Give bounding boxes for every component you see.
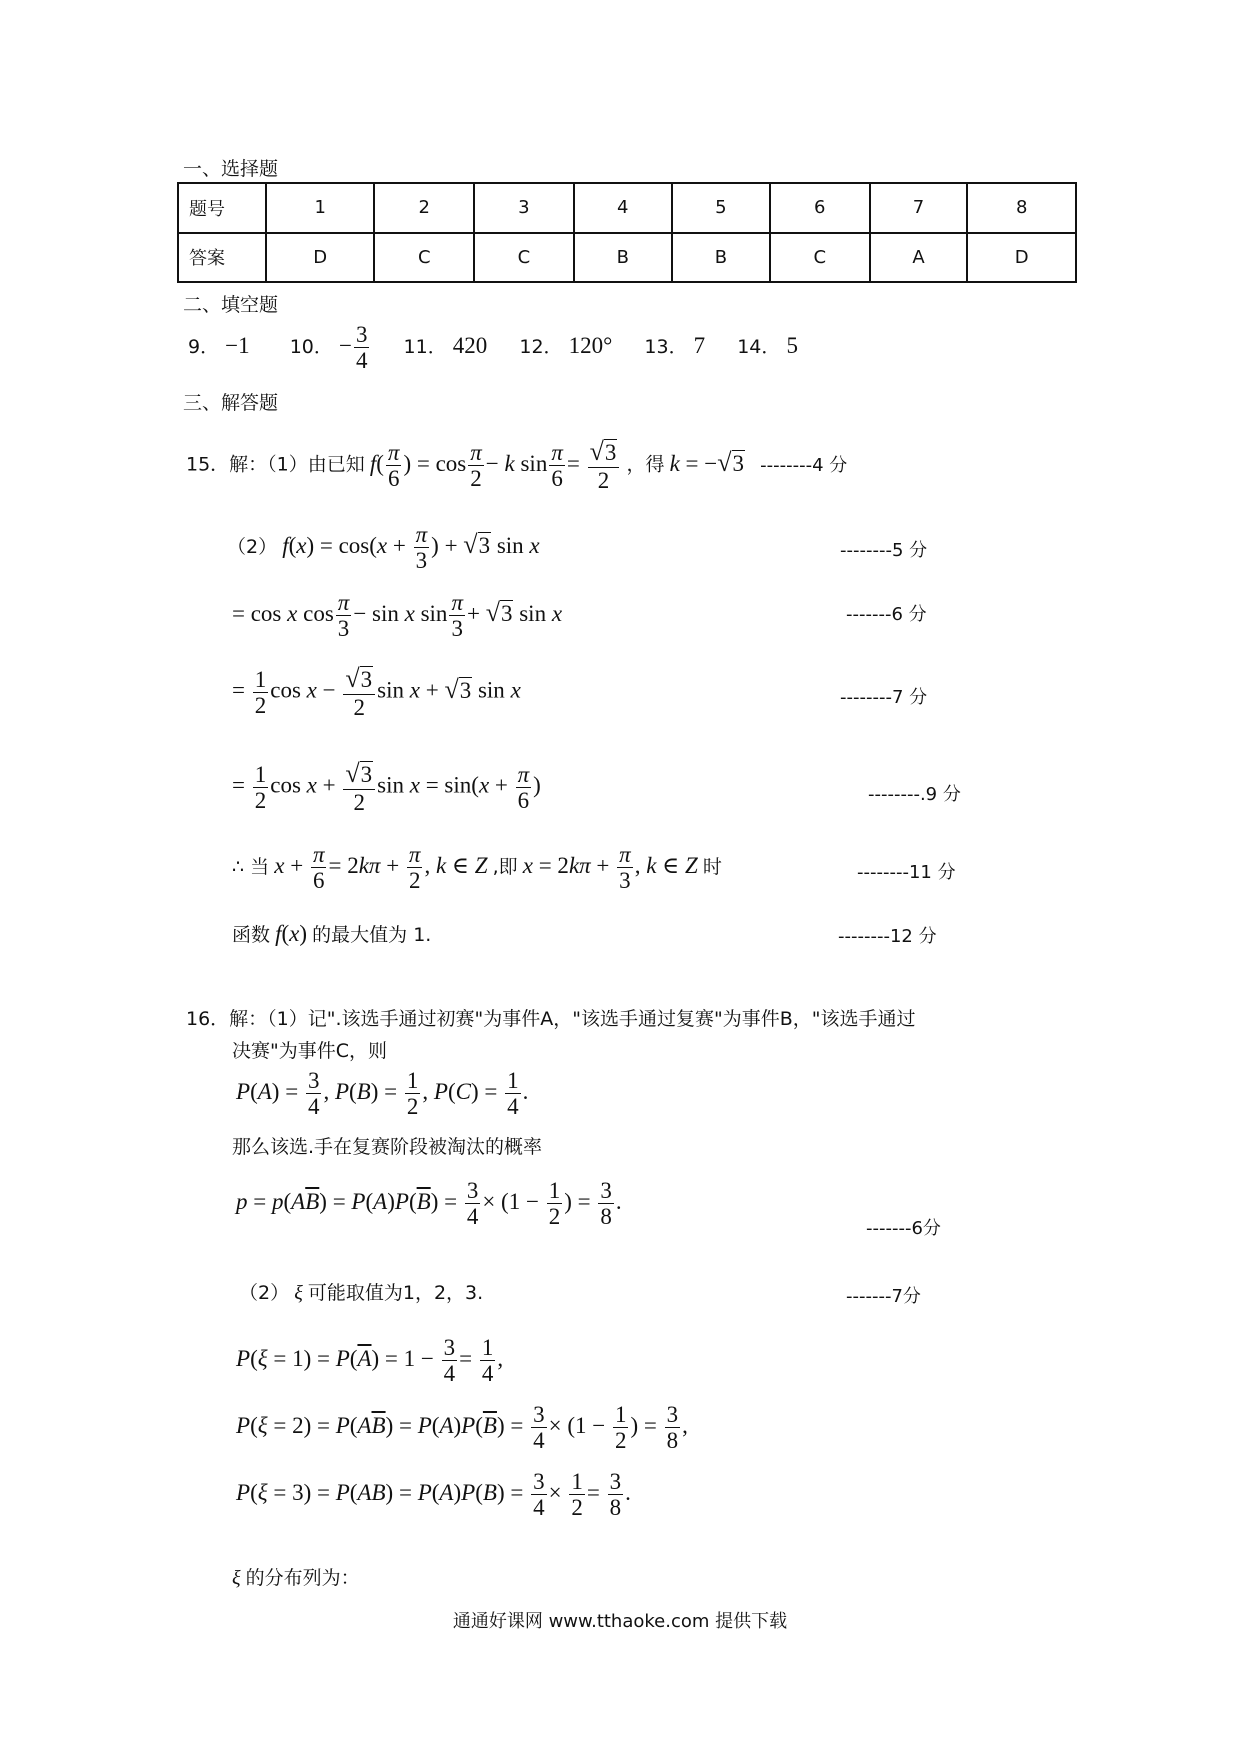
score-label: --------11 分 [857,862,956,883]
q14-answer: 5 [786,333,798,359]
p15-line5: = $\frac{1}{2}$ cos x + $\frac{√3}{2}$ sin x = sin(x + $\frac{\pi}{6}$ ) [232,759,541,815]
table-cell: 7 [870,183,968,233]
p15-line3: = cos x cos $\frac{\pi}{3}$ − sin x sin $\frac{\pi}{3}$ + √3 sin x [232,590,563,642]
score-label: --------5 分 [840,540,928,561]
table-cell: C [474,233,574,283]
p16-dist-label: 的分布列为： [245,1567,360,1589]
fill-answers [188,322,798,374]
p15-de: ，得 [626,453,665,476]
p15-line6: ∴ 当 x + $\frac{\pi}{6}$ = 2kπ + $\frac{\pi}{2}$ , k ∈ Z ,即 x = 2kπ + $\frac{\pi}{3}$ , k ∈ Z 时 [232,842,722,894]
score-label: --------12 分 [838,926,937,947]
q13-label: 13． [644,336,688,359]
score-label: -------6分 [866,1218,941,1239]
p16-xi1: $P(\xi = 1) = P(\overline{A}) = 1$ − $\frac{3}{4}$ = $\frac{1}{4}$ , [236,1335,504,1387]
p16-xi2: $P(\xi = 2) = P(A\overline{B}) = P(A)P(\overline{B})$ = $\frac{3}{4}$ × (1 − $\frac{1}{2}$ ) = $\frac{3}{8}$ , [236,1402,688,1454]
section-title-fill: 二、填空题 [183,294,279,316]
p15-part2-label: （2） [227,536,278,559]
table-cell: A [870,233,968,283]
table-cell: D [967,233,1076,283]
table-cell: 2 [374,183,474,233]
table-row-answers [178,233,1076,283]
q13-answer: 7 [693,333,706,359]
p16-probabilities: P(A) = $\frac{3}{4}$ , P(B) = $\frac{1}{2}$ , P(C) = $\frac{1}{4}$ . [236,1068,529,1120]
p16-xi3: P(ξ = 3) = P(AB) = P(A)P(B) = $\frac{3}{4}$ × $\frac{1}{2}$ = $\frac{3}{8}$ . [236,1469,631,1521]
q9-label: 9． [188,336,220,359]
table-cell: 6 [770,183,870,233]
p15-line1: 15．解：（1）由已知 f( $\frac{\pi}{6}$ ) = cos $\frac{\pi}{2}$ − k sin $\frac{\pi}{6}$ = $\frac{√3}{2}$ ，得 k = −√3 --------4 分 [186,437,848,493]
q14-label: 14． [737,336,781,359]
p15-line2: （2） f(x) = cos(x + $\frac{\pi}{3}$ ) + √3 sin x [227,522,540,574]
p15-shi: 时 [702,856,722,879]
p15-therefore: ∴ 当 [232,856,270,879]
p16-part2-text: 可能取值为1，2，3. [307,1282,484,1304]
q12-label: 12． [519,336,563,359]
p15-intro: 15．解：（1）由已知 [186,453,365,476]
p15-line4: = $\frac{1}{2}$ cos x − $\frac{√3}{2}$ sin x + √3 sin x [232,664,521,720]
q11-answer: 420 [452,333,488,359]
table-cell: 5 [672,183,770,233]
section-title-choice: 一、选择题 [183,158,279,180]
section-title-solve: 三、解答题 [183,392,279,414]
p16-eliminated-prob: $p = p(A\overline{B}) = P(A)P(\overline{B})$ = $\frac{3}{4}$ × (1 − $\frac{1}{2}$ ) = $\frac{3}{8}$ . [236,1178,622,1230]
table-cell: B [574,233,672,283]
table-cell: 8 [967,183,1076,233]
score-label: --------.9 分 [868,784,961,805]
q10-label: 10． [289,336,333,359]
p16-part2: （2） ξ 可能取值为1，2，3. [239,1282,484,1304]
table-row-numbers [178,183,1076,233]
footer-text: 通通好课网 www.tthaoke.com 提供下载 [452,1611,788,1632]
score-label: -------6 分 [846,604,927,625]
score-label: -------7分 [846,1286,921,1307]
q11-label: 11． [403,336,447,359]
p15-max-a: 函数 [232,924,271,946]
q9-answer: −1 [225,333,250,359]
table-header-label: 题号 [178,183,266,233]
p16-line3: 那么该选.手在复赛阶段被淘汰的概率 [232,1136,543,1158]
p16-dist: ξ 的分布列为： [232,1567,360,1589]
p16-line1: 16．解：（1）记".该选手通过初赛"为事件A，"该选手通过复赛"为事件B，"该选手通过 [186,1008,916,1030]
table-cell: B [672,233,770,283]
q12-answer: 120° [568,333,613,359]
p16-line2: 决赛"为事件C，则 [232,1040,388,1062]
p15-max-b: 的最大值为 1. [312,924,432,946]
score-label: --------7 分 [840,687,928,708]
p15-ji: ,即 [492,856,518,879]
table-cell: 4 [574,183,672,233]
table-cell: C [770,233,870,283]
p16-part2-label: （2） [239,1282,290,1304]
table-cell: C [374,233,474,283]
table-answer-label: 答案 [178,233,266,283]
p15-line7: 函数 f(x) 的最大值为 1. [232,921,432,946]
table-cell: 3 [474,183,574,233]
score-label: --------4 分 [760,454,848,476]
table-cell: 1 [266,183,374,233]
table-cell: D [266,233,374,283]
answer-table [177,182,1077,283]
q10-answer: − $\frac{3}{4}$ [338,322,368,374]
